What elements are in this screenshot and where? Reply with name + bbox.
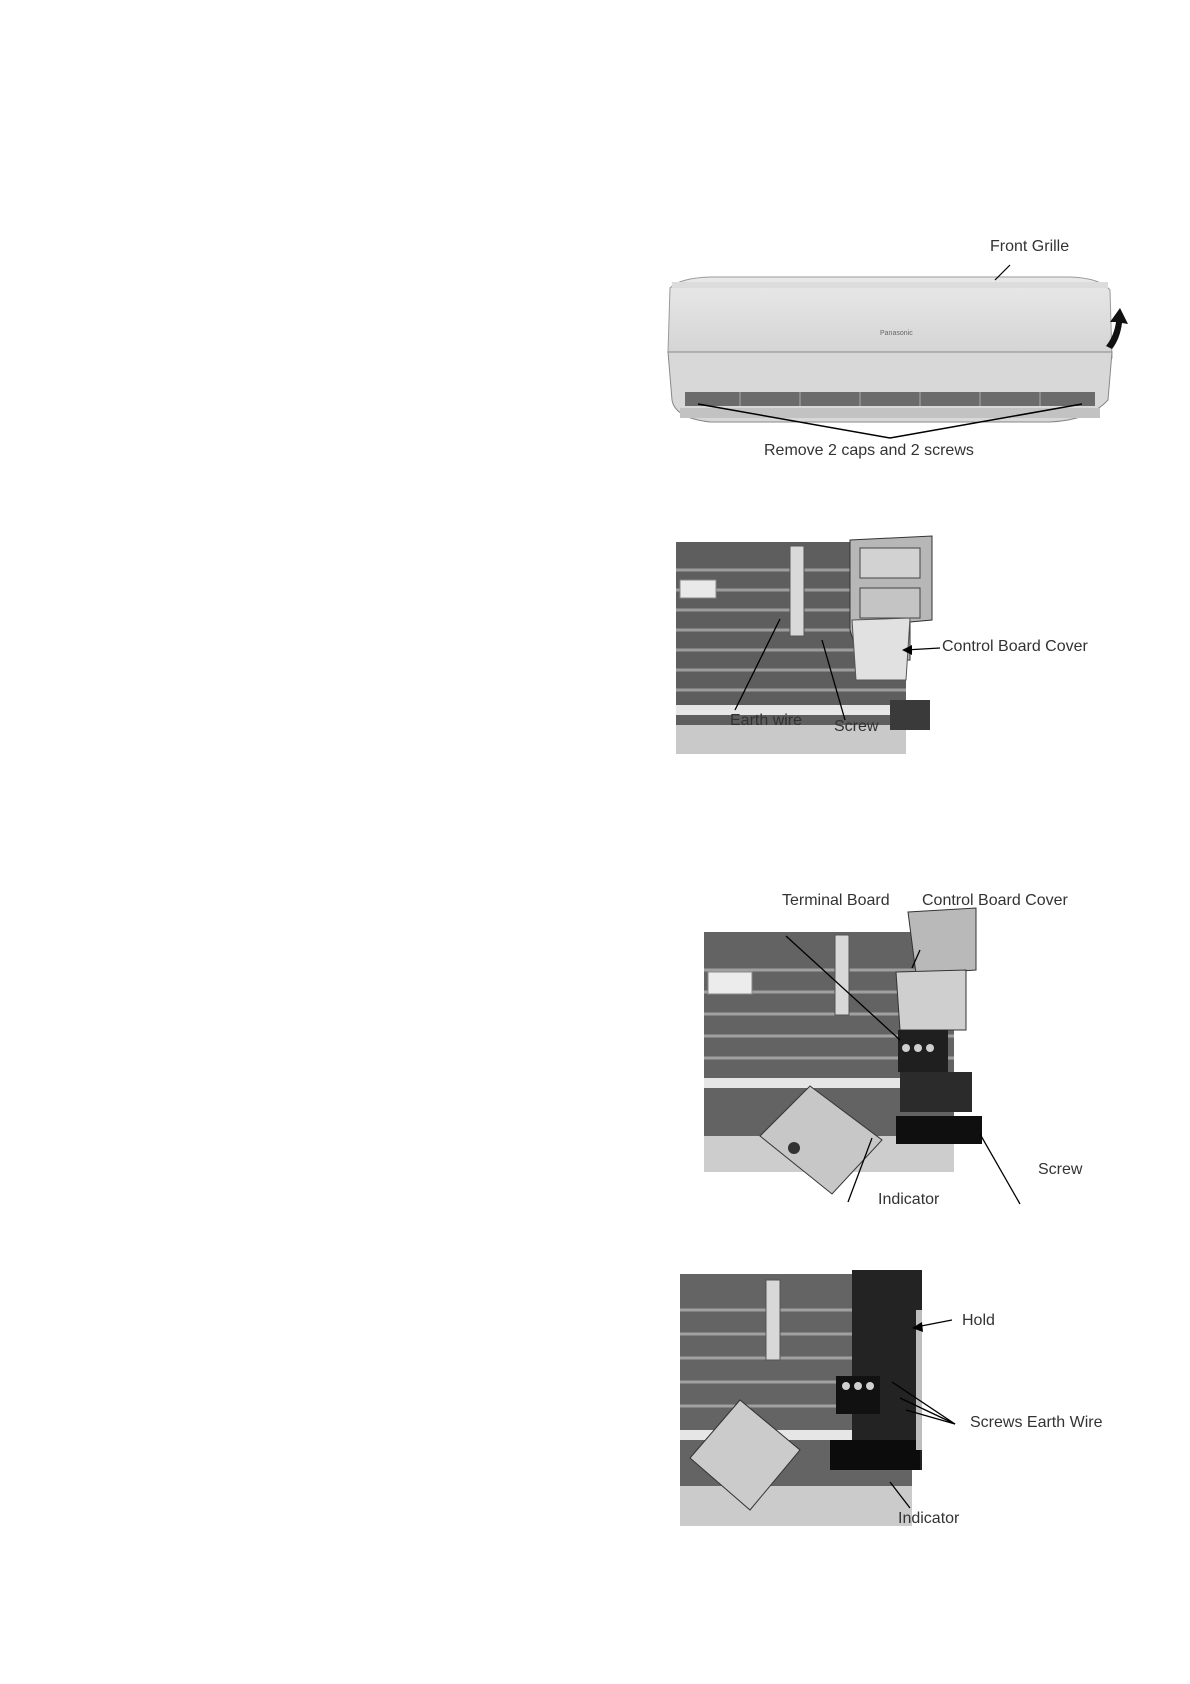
curved-arrow-icon: [1102, 306, 1130, 350]
indicator-label: Indicator: [878, 1191, 940, 1208]
indicator-label: Indicator: [898, 1510, 960, 1527]
figure-front-grille: [650, 240, 1130, 470]
control-board-cover-label: Control Board Cover: [922, 892, 1068, 909]
terminal-board-label: Terminal Board: [782, 892, 890, 909]
front-grille-label: Front Grille: [990, 238, 1070, 255]
figure-terminal-board: [700, 880, 1110, 1220]
hold-label: Hold: [962, 1312, 995, 1329]
screw-label: Screw: [1038, 1161, 1083, 1178]
earth-wire-label: Earth wire: [730, 712, 803, 729]
control-board-cover-label: Control Board Cover: [942, 638, 1088, 655]
figure-control-board-cover: [670, 530, 1110, 800]
control-board-photo: [670, 530, 1110, 800]
air-conditioner-photo: [650, 240, 1130, 470]
hold-screws-photo: [680, 1270, 1110, 1540]
remove-caps-label: Remove 2 caps and 2 screws: [764, 442, 974, 459]
svg-text:Panasonic: Panasonic: [880, 330, 913, 337]
figure-hold-screws: [680, 1270, 1110, 1540]
screw-label: Screw: [834, 718, 879, 735]
screws-earth-wire-label: Screws Earth Wire: [970, 1414, 1103, 1431]
